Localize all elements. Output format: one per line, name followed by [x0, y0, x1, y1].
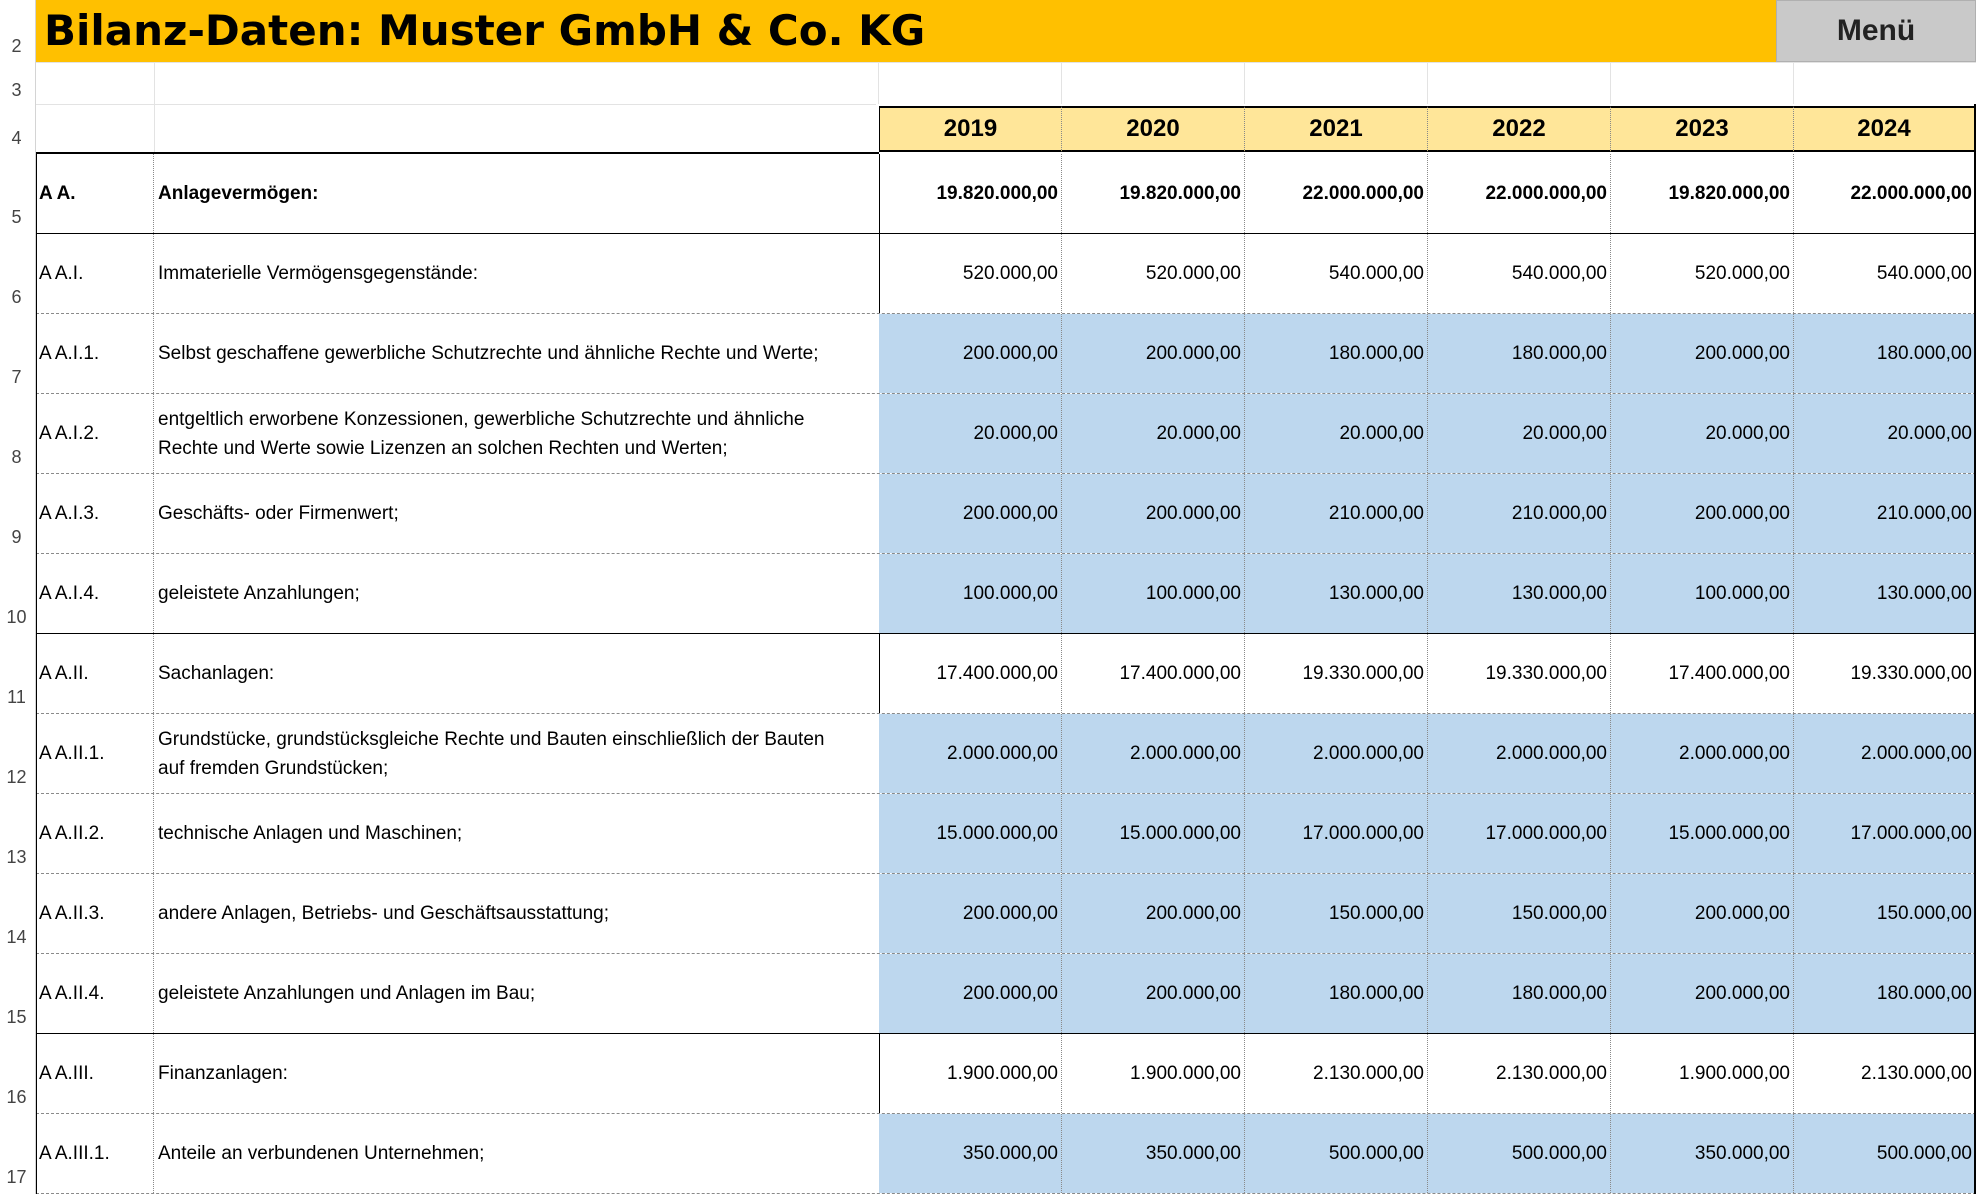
value-cell[interactable]: 20.000,00 [879, 394, 1062, 473]
account-code-cell[interactable]: A A.III.1. [36, 1114, 154, 1193]
value-cell[interactable]: 180.000,00 [1245, 314, 1428, 393]
value-cell[interactable]: 200.000,00 [1062, 314, 1245, 393]
value-cell[interactable]: 2.000.000,00 [1062, 714, 1245, 793]
value-cell[interactable]: 2.000.000,00 [1794, 714, 1975, 793]
account-label-cell[interactable]: Immaterielle Vermögensgegenstände: [154, 234, 880, 313]
account-code-cell[interactable]: A A.I. [36, 234, 154, 313]
value-cell[interactable]: 20.000,00 [1794, 394, 1975, 473]
value-cell[interactable]: 19.820.000,00 [1611, 154, 1794, 233]
value-cell[interactable]: 180.000,00 [1245, 954, 1428, 1033]
account-label-line: Rechte und Werte sowie Lizenzen an solchen Rechten und Werten; [158, 437, 728, 459]
value-cell[interactable]: 17.000.000,00 [1245, 794, 1428, 873]
value-cell[interactable]: 19.330.000,00 [1428, 634, 1611, 713]
row-number[interactable]: 15 [6, 1007, 27, 1027]
value-cell[interactable]: 15.000.000,00 [1611, 794, 1794, 873]
value-cell[interactable]: 2.000.000,00 [1611, 714, 1794, 793]
table-row [36, 554, 1976, 634]
value-cell[interactable]: 17.000.000,00 [1794, 794, 1975, 873]
value-cell[interactable]: 350.000,00 [1062, 1114, 1245, 1193]
value-cell[interactable]: 200.000,00 [1611, 474, 1794, 553]
value-cell[interactable]: 100.000,00 [1062, 554, 1245, 633]
table-row [36, 1034, 1976, 1114]
value-cell[interactable]: 200.000,00 [1611, 314, 1794, 393]
gridline [1427, 62, 1428, 104]
value-cell[interactable]: 15.000.000,00 [879, 794, 1062, 873]
account-code-cell[interactable]: A A.II.1. [36, 714, 154, 793]
row-number[interactable]: 7 [11, 367, 22, 387]
year-header[interactable]: 2022 [1428, 106, 1611, 152]
value-cell[interactable]: 180.000,00 [1428, 954, 1611, 1033]
account-code-cell[interactable]: A A. [36, 154, 154, 233]
row-number[interactable]: 8 [11, 447, 22, 467]
value-cell[interactable]: 180.000,00 [1428, 314, 1611, 393]
value-cell[interactable]: 200.000,00 [879, 954, 1062, 1033]
account-label-line: entgeltlich erworbene Konzessionen, gewerbliche Schutzrechte und ähnliche [158, 408, 805, 430]
value-cell[interactable]: 180.000,00 [1794, 314, 1975, 393]
row-number[interactable]: 5 [11, 207, 22, 227]
value-cell[interactable]: 150.000,00 [1794, 874, 1975, 953]
value-cell[interactable]: 100.000,00 [1611, 554, 1794, 633]
value-cell[interactable]: 19.820.000,00 [879, 154, 1062, 233]
title-banner [36, 0, 1776, 62]
year-header[interactable]: 2024 [1794, 106, 1976, 152]
gridline [1061, 62, 1062, 104]
gridline [1793, 62, 1794, 104]
row-number[interactable]: 3 [11, 80, 22, 100]
account-label-line: auf fremden Grundstücken; [158, 757, 389, 779]
value-cell[interactable]: 19.820.000,00 [1062, 154, 1245, 233]
account-label-cell[interactable] [154, 394, 880, 473]
account-label-cell[interactable]: technische Anlagen und Maschinen; [154, 794, 880, 873]
value-cell[interactable]: 210.000,00 [1794, 474, 1975, 553]
value-cell[interactable]: 520.000,00 [1611, 234, 1794, 313]
gridline [36, 104, 876, 105]
account-code-cell[interactable]: A A.II.3. [36, 874, 154, 953]
value-cell[interactable]: 100.000,00 [879, 554, 1062, 633]
account-label-cell[interactable]: Sachanlagen: [154, 634, 880, 713]
table-row [36, 714, 1976, 794]
account-label-cell[interactable]: Selbst geschaffene gewerbliche Schutzrechte und ähnliche Rechte und Werte; [154, 314, 880, 393]
page-title: Bilanz-Daten: Muster GmbH & Co. KG [44, 6, 926, 55]
value-cell[interactable]: 200.000,00 [879, 474, 1062, 553]
value-cell[interactable]: 17.400.000,00 [1062, 634, 1245, 713]
table-row [36, 874, 1976, 954]
value-cell[interactable]: 1.900.000,00 [1062, 1034, 1245, 1113]
gridline [154, 62, 155, 152]
account-label-cell[interactable] [154, 714, 880, 793]
value-cell[interactable]: 2.000.000,00 [1245, 714, 1428, 793]
table-row [36, 794, 1976, 874]
table-row [36, 234, 1976, 314]
row-number[interactable]: 14 [6, 927, 27, 947]
value-cell[interactable]: 22.000.000,00 [1245, 154, 1428, 233]
value-cell[interactable]: 350.000,00 [879, 1114, 1062, 1193]
value-cell[interactable]: 150.000,00 [1428, 874, 1611, 953]
gridline [36, 62, 1976, 63]
table-row [36, 314, 1976, 394]
value-cell[interactable]: 2.000.000,00 [1428, 714, 1611, 793]
account-code-cell[interactable]: A A.II.4. [36, 954, 154, 1033]
row-number[interactable]: 10 [6, 607, 27, 627]
row-number[interactable]: 13 [6, 847, 27, 867]
value-cell[interactable]: 130.000,00 [1794, 554, 1975, 633]
account-label-cell[interactable]: geleistete Anzahlungen; [154, 554, 880, 633]
row-number[interactable]: 11 [7, 687, 26, 707]
value-cell[interactable]: 20.000,00 [1428, 394, 1611, 473]
value-cell[interactable]: 1.900.000,00 [1611, 1034, 1794, 1113]
value-cell[interactable]: 1.900.000,00 [879, 1034, 1062, 1113]
account-label-cell[interactable]: andere Anlagen, Betriebs- und Geschäftsausstattung; [154, 874, 880, 953]
year-header[interactable]: 2020 [1062, 106, 1245, 152]
value-cell[interactable]: 2.000.000,00 [879, 714, 1062, 793]
account-label-cell[interactable]: Anlagevermögen: [154, 154, 880, 233]
value-cell[interactable]: 540.000,00 [1245, 234, 1428, 313]
gridline [1244, 62, 1245, 104]
value-cell[interactable]: 200.000,00 [879, 314, 1062, 393]
year-header[interactable]: 2023 [1611, 106, 1794, 152]
value-cell[interactable]: 20.000,00 [1245, 394, 1428, 473]
year-header[interactable]: 2021 [1245, 106, 1428, 152]
row-number[interactable]: 2 [11, 36, 22, 56]
value-cell[interactable]: 200.000,00 [1062, 954, 1245, 1033]
account-label-cell[interactable]: Geschäfts- oder Firmenwert; [154, 474, 880, 553]
value-cell[interactable]: 2.130.000,00 [1245, 1034, 1428, 1113]
account-code-cell[interactable]: A A.II. [36, 634, 154, 713]
table-row [36, 954, 1976, 1034]
value-cell[interactable]: 500.000,00 [1794, 1114, 1975, 1193]
table-row [36, 474, 1976, 554]
value-cell[interactable]: 15.000.000,00 [1062, 794, 1245, 873]
row-number[interactable]: 17 [6, 1167, 27, 1187]
value-cell[interactable]: 520.000,00 [879, 234, 1062, 313]
value-cell[interactable]: 540.000,00 [1428, 234, 1611, 313]
account-label-cell[interactable]: geleistete Anzahlungen und Anlagen im Bau; [154, 954, 880, 1033]
value-cell[interactable]: 200.000,00 [1611, 874, 1794, 953]
value-cell[interactable]: 2.130.000,00 [1428, 1034, 1611, 1113]
row-number[interactable]: 16 [6, 1087, 27, 1107]
table-row [36, 634, 1976, 714]
row-number[interactable]: 9 [11, 527, 22, 547]
value-cell[interactable]: 200.000,00 [1611, 954, 1794, 1033]
account-label-line: Grundstücke, grundstücksgleiche Rechte und Bauten einschließlich der Bauten [158, 728, 825, 750]
menu-button[interactable]: Menü [1776, 0, 1976, 62]
value-cell[interactable]: 130.000,00 [1428, 554, 1611, 633]
account-code-cell[interactable]: A A.II.2. [36, 794, 154, 873]
account-label-cell[interactable]: Finanzanlagen: [154, 1034, 880, 1113]
row-number[interactable]: 6 [11, 287, 22, 307]
value-cell[interactable]: 200.000,00 [879, 874, 1062, 953]
value-cell[interactable]: 19.330.000,00 [1245, 634, 1428, 713]
row-number-gutter [0, 0, 36, 1194]
table-left-border [36, 152, 37, 1194]
table-row [36, 1114, 1976, 1194]
value-cell[interactable]: 180.000,00 [1794, 954, 1975, 1033]
value-cell[interactable]: 200.000,00 [1062, 874, 1245, 953]
value-cell[interactable]: 540.000,00 [1876, 262, 1972, 284]
account-code-cell[interactable]: A A.I.3. [36, 474, 154, 553]
account-code-cell[interactable]: A A.I.4. [36, 554, 154, 633]
value-cell[interactable]: 2.130.000,00 [1861, 1062, 1972, 1084]
value-cell[interactable]: 17.400.000,00 [879, 634, 1062, 713]
account-code-cell[interactable]: A A.I.2. [36, 394, 154, 473]
row-number[interactable]: 12 [6, 767, 27, 787]
value-cell[interactable]: 19.330.000,00 [1850, 662, 1972, 684]
value-cell[interactable]: 350.000,00 [1611, 1114, 1794, 1193]
gridline [1610, 62, 1611, 104]
value-cell[interactable]: 210.000,00 [1428, 474, 1611, 553]
value-cell[interactable]: 150.000,00 [1245, 874, 1428, 953]
row-number[interactable]: 4 [11, 128, 22, 148]
value-cell[interactable]: 200.000,00 [1062, 474, 1245, 553]
value-cell[interactable]: 500.000,00 [1245, 1114, 1428, 1193]
value-cell[interactable]: 20.000,00 [1611, 394, 1794, 473]
value-cell[interactable]: 22.000.000,00 [1850, 182, 1972, 204]
table-row [36, 394, 1976, 474]
year-header[interactable]: 2019 [879, 106, 1062, 152]
value-cell[interactable]: 17.000.000,00 [1428, 794, 1611, 873]
account-code-cell[interactable]: A A.III. [36, 1034, 154, 1113]
value-cell[interactable]: 520.000,00 [1062, 234, 1245, 313]
value-cell[interactable]: 210.000,00 [1245, 474, 1428, 553]
table-row [36, 154, 1976, 234]
account-label-cell[interactable]: Anteile an verbundenen Unternehmen; [154, 1114, 880, 1193]
value-cell[interactable]: 20.000,00 [1062, 394, 1245, 473]
value-cell[interactable]: 130.000,00 [1245, 554, 1428, 633]
gridline [878, 62, 879, 104]
value-cell[interactable]: 500.000,00 [1428, 1114, 1611, 1193]
value-cell[interactable]: 17.400.000,00 [1611, 634, 1794, 713]
value-cell[interactable]: 22.000.000,00 [1428, 154, 1611, 233]
account-code-cell[interactable]: A A.I.1. [36, 314, 154, 393]
